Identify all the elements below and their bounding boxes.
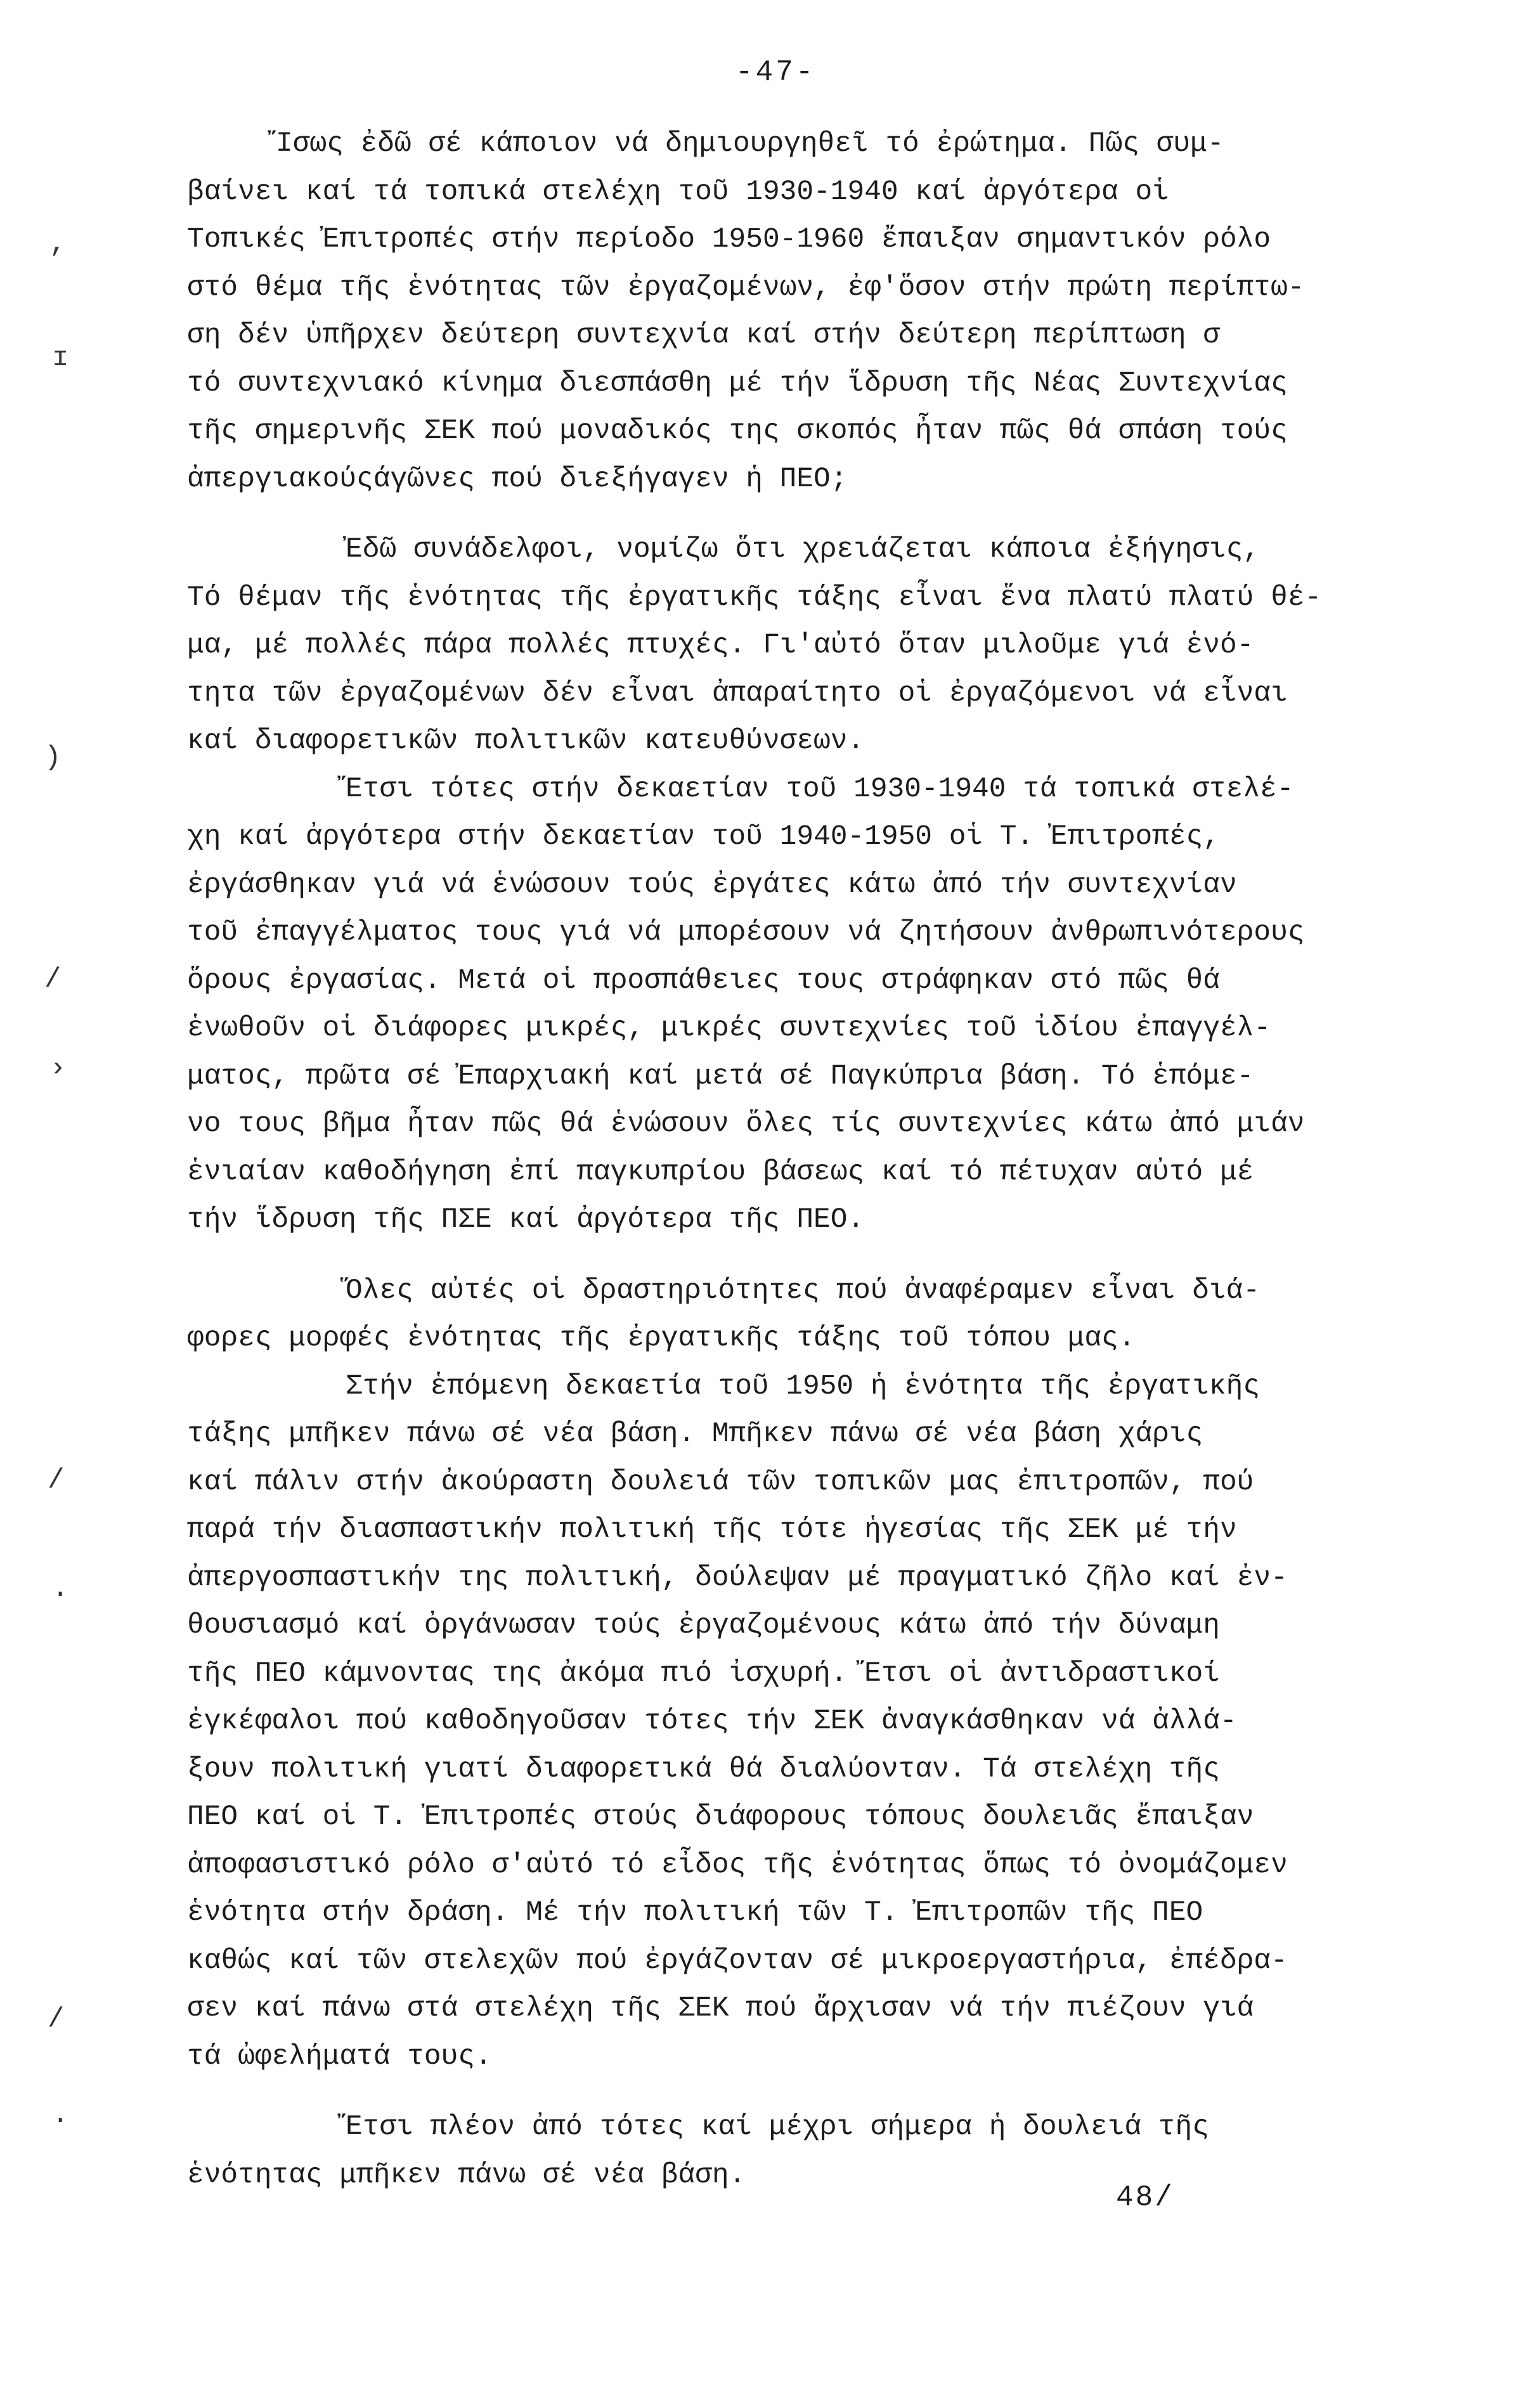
text-line: μα, μέ πολλές πάρα πολλές πτυχές. Γι'αὐτό ὅταν μιλοῦμε γιά ἑνό- xyxy=(187,630,1254,661)
page-number: -47- xyxy=(736,56,816,89)
text-line: ἀποφασιστικό ρόλο σ'αὐτό τό εἶδος τῆς ἑνότητας ὅπως τό ὀνομάζομεν xyxy=(187,1849,1288,1881)
text-line: τά ὠφελήματά τους. xyxy=(187,2040,492,2073)
text-line: τοῦ ἐπαγγέλματος τους γιά νά μπορέσουν νά ζητήσουν ἀνθρωπινότερους xyxy=(187,917,1305,948)
text-line: ση δέν ὑπῆρχεν δεύτερη συντεχνία καί στήν δεύτερη περίπτωση σ xyxy=(187,320,1220,351)
text-line: θουσιασμό καί ὀργάνωσαν τούς ἐργαζομένους κάτω ἀπό τήν δύναμη xyxy=(187,1610,1220,1641)
text-line: φορες μορφές ἑνότητας τῆς ἐργατικῆς τάξης τοῦ τόπου μας. xyxy=(187,1323,1136,1354)
text-line: Στήν ἑπόμενη δεκαετία τοῦ 1950 ἡ ἑνότητα τῆς ἐργατικῆς xyxy=(346,1370,1261,1402)
margin-mark: / xyxy=(48,1465,65,1496)
text-line: παρά τήν διασπαστικήν πολιτική τῆς τότε ἡγεσίας τῆς ΣΕΚ μέ τήν xyxy=(187,1514,1237,1546)
text-line: ὅρους ἐργασίας. Μετά οἱ προσπάθειες τους στράφηκαν στό πῶς θά xyxy=(187,964,1220,997)
text-line: ἐργάσθηκαν γιά νά ἑνώσουν τούς ἐργάτες κάτω ἀπό τήν συντεχνίαν xyxy=(187,869,1237,901)
body-text xyxy=(187,120,1449,2199)
text-line: ξουν πολιτική γιατί διαφορετικά θά διαλύονταν. Τά στελέχη τῆς xyxy=(187,1753,1220,1785)
margin-mark: · xyxy=(52,1579,69,1610)
text-line: ΠΕΟ καί οἱ Τ. Ἐπιτροπές στούς διάφορους τόπους δουλειᾶς ἔπαιξαν xyxy=(187,1801,1254,1833)
text-line: βαίνει καί τά τοπικά στελέχη τοῦ 1930-1940 καί ἀργότερα οἱ xyxy=(187,176,1169,208)
text-line: τό συντεχνιακό κίνημα διεσπάσθη μέ τήν ἵδρυση τῆς Νέας Συντεχνίας xyxy=(187,367,1288,399)
text-line: τήν ἵδρυση τῆς ΠΣΕ καί ἀργότερα τῆς ΠΕΟ. xyxy=(187,1204,865,1236)
next-page-number: 48/ xyxy=(1116,2181,1174,2214)
margin-mark: / xyxy=(48,2003,65,2035)
text-line: χη καί ἀργότερα στήν δεκαετίαν τοῦ 1940-1950 οἱ Τ. Ἐπιτροπές, xyxy=(187,821,1220,853)
text-line: Τοπικές Ἐπιτροπές στήν περίοδο 1950-1960 ἔπαιξαν σημαντικόν ρόλο xyxy=(187,224,1271,256)
text-line: ἑνωθοῦν οἱ διάφορες μικρές, μικρές συντεχνίες τοῦ ἰδίου ἐπαγγέλ- xyxy=(187,1013,1271,1044)
text-line: καθώς καί τῶν στελεχῶν πού ἐργάζονταν σέ μικροεργαστήρια, ἐπέδρα- xyxy=(187,1945,1288,1977)
paragraph-gap xyxy=(187,2081,1449,2104)
text-line: Ἐδῶ συνάδελφοι, νομίζω ὅτι χρειάζεται κάποια ἐξήγησις, xyxy=(346,534,1261,566)
text-line: ἀπεργιακούςάγῶνες πού διεξήγαγεν ἡ ΠΕΟ; xyxy=(187,463,848,495)
margin-mark: / xyxy=(44,964,62,995)
text-line: στό θέμα τῆς ἑνότητας τῶν ἐργαζομένων, ἐφ'ὅσον στήν πρώτη περίπτω- xyxy=(187,271,1305,304)
margin-mark: , xyxy=(49,228,67,260)
text-line: ἐγκέφαλοι πού καθοδηγοῦσαν τότες τήν ΣΕΚ ἀναγκάσθηκαν νά ἀλλά- xyxy=(187,1706,1237,1737)
text-line: Τό θέμαν τῆς ἑνότητας τῆς ἐργατικῆς τάξης εἶναι ἕνα πλατύ πλατύ θέ- xyxy=(187,581,1322,614)
text-line: καί πάλιν στήν ἀκούραστη δουλειά τῶν τοπικῶν μας ἐπιτροπῶν, πού xyxy=(187,1466,1254,1498)
text-line: τάξης μπῆκεν πάνω σέ νέα βάση. Μπῆκεν πάνω σέ νέα βάση χάρις xyxy=(187,1418,1203,1450)
text-line: Ἔτσι πλέον ἀπό τότες καί μέχρι σήμερα ἡ δουλειά τῆς xyxy=(346,2111,1209,2143)
text-line: τῆς σημερινῆς ΣΕΚ πού μοναδικός της σκοπός ἦταν πῶς θά σπάση τούς xyxy=(187,415,1288,447)
text-line: Ἴσως ἐδῶ σέ κάποιον νά δημιουργηθεῖ τό ἐρώτημα. Πῶς συμ- xyxy=(276,128,1224,160)
paragraph-gap xyxy=(187,503,1449,526)
text-line: ἑνότητας μπῆκεν πάνω σέ νέα βάση. xyxy=(187,2159,746,2191)
text-line: ἑνιαίαν καθοδήγηση ἐπί παγκυπρίου βάσεως καί τό πέτυχαν αὐτό μέ xyxy=(187,1156,1254,1188)
text-line: νο τους βῆμα ἦταν πῶς θά ἑνώσουν ὅλες τίς συντεχνίες κάτω ἀπό μιάν xyxy=(187,1108,1305,1140)
text-line: Ὅλες αὐτές οἱ δραστηριότητες πού ἀναφέραμεν εἶναι διά- xyxy=(346,1274,1261,1307)
text-line: σεν καί πάνω στά στελέχη τῆς ΣΕΚ πού ἄρχισαν νά τήν πιέζουν γιά xyxy=(187,1993,1254,2024)
margin-mark: · xyxy=(52,2105,69,2137)
paragraph-gap xyxy=(187,1245,1449,1267)
margin-mark: ɪ xyxy=(52,342,69,374)
margin-mark: ) xyxy=(44,742,62,774)
text-line: καί διαφορετικῶν πολιτικῶν κατευθύνσεων. xyxy=(187,725,865,757)
text-line: τῆς ΠΕΟ κάμνοντας της ἀκόμα πιό ἰσχυρή. Ἔτσι οἱ ἀντιδραστικοί xyxy=(187,1657,1220,1690)
text-line: τητα τῶν ἐργαζομένων δέν εἶναι ἀπαραίτητο οἱ ἐργαζόμενοι νά εἶναι xyxy=(187,677,1288,709)
text-line: ἀπεργοσπαστικήν της πολιτική, δούλεψαν μέ πραγματικό ζῆλο καί ἐν- xyxy=(187,1562,1288,1594)
text-line: ἑνότητα στήν δράση. Μέ τήν πολιτική τῶν Τ. Ἐπιτροπῶν τῆς ΠΕΟ xyxy=(187,1897,1203,1929)
text-line: ματος, πρῶτα σέ Ἐπαρχιακή καί μετά σέ Παγκύπρια βάση. Τό ἑπόμε- xyxy=(187,1060,1254,1092)
text-line: Ἔτσι τότες στήν δεκαετίαν τοῦ 1930-1940 τά τοπικά στελέ- xyxy=(346,773,1294,805)
margin-mark: › xyxy=(49,1052,67,1084)
